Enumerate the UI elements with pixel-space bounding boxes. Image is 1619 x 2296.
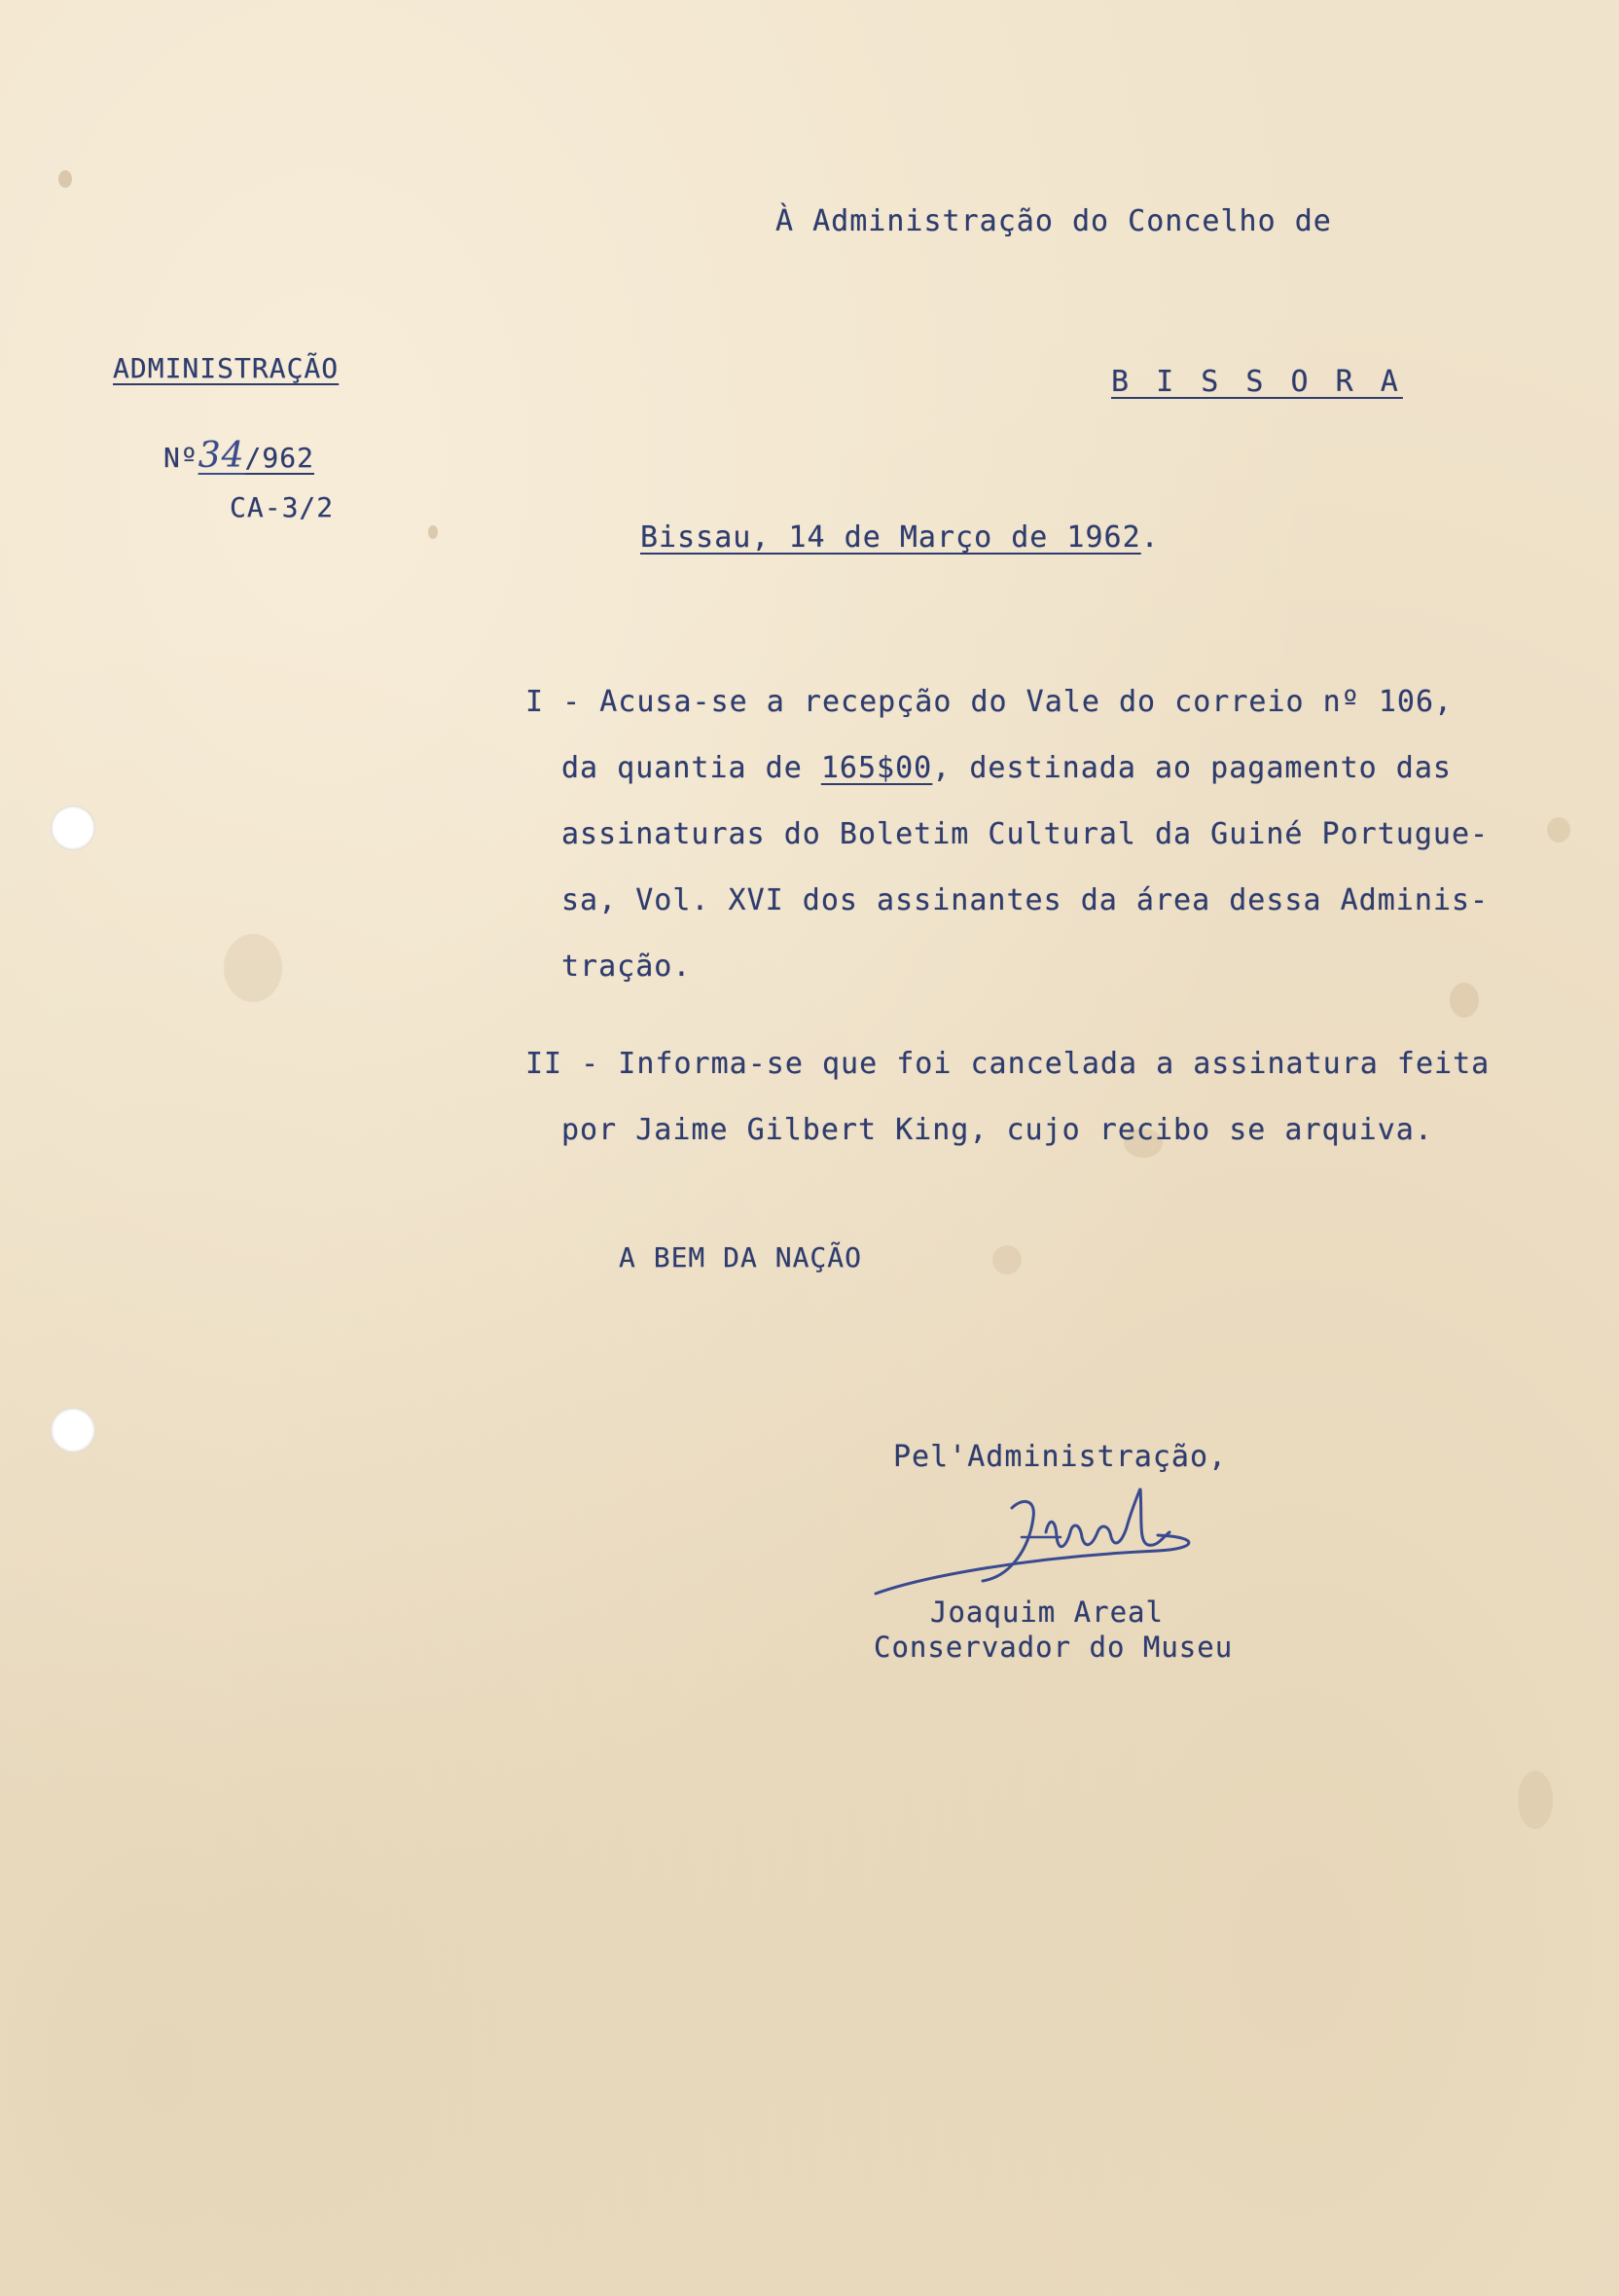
signatory-title: Conservador do Museu xyxy=(874,1631,1234,1664)
paragraph-1-line-2 xyxy=(561,751,1452,785)
signoff-line: Pel'Administração, xyxy=(893,1440,1228,1474)
stain xyxy=(1518,1771,1553,1829)
punch-hole-bottom xyxy=(51,1408,95,1453)
handwritten-signature xyxy=(866,1479,1236,1605)
stain xyxy=(428,525,438,539)
addressee-place: B I S S O R A xyxy=(1111,365,1403,399)
paragraph-2-line-1: II - Informa-se que foi cancelada a assinatura feita xyxy=(525,1047,1491,1081)
stain xyxy=(224,934,282,1002)
paragraph-1-line-4: sa, Vol. XVI dos assinantes da área dessa Adminis- xyxy=(561,883,1490,917)
paragraph-2-line-2: por Jaime Gilbert King, cujo recibo se arquiva. xyxy=(561,1113,1433,1147)
reference-year: /962 xyxy=(244,442,314,474)
amount-suffix: , destinada ao pagamento das xyxy=(932,751,1452,785)
sender-department: ADMINISTRAÇÃO xyxy=(113,352,340,384)
stain xyxy=(992,1245,1022,1274)
addressee-line: À Administração do Concelho de xyxy=(775,204,1332,238)
amount-prefix: da quantia de xyxy=(561,751,821,785)
closing-formula: A BEM DA NAÇÃO xyxy=(619,1241,863,1274)
reference-number xyxy=(163,436,314,476)
stain xyxy=(1450,983,1479,1018)
date-text: Bissau, 14 de Março de 1962 xyxy=(640,520,1141,555)
stain xyxy=(58,170,72,188)
paragraph-1-line-1: I - Acusa-se a recepção do Vale do correio nº 106, xyxy=(525,685,1454,719)
reference-handwritten-number: 34 xyxy=(198,436,245,476)
paragraph-1-line-3: assinaturas do Boletim Cultural da Guiné Portugue- xyxy=(561,817,1490,851)
amount-value: 165$00 xyxy=(820,751,933,785)
paragraph-1-line-5: tração. xyxy=(561,950,692,984)
date-line xyxy=(640,520,1160,555)
punch-hole-top xyxy=(51,806,95,850)
stain xyxy=(1547,817,1570,843)
reference-code: CA-3/2 xyxy=(230,491,335,523)
signatory-name: Joaquim Areal xyxy=(930,1596,1164,1629)
reference-prefix: Nº xyxy=(163,442,198,474)
date-punctuation: . xyxy=(1140,520,1160,555)
